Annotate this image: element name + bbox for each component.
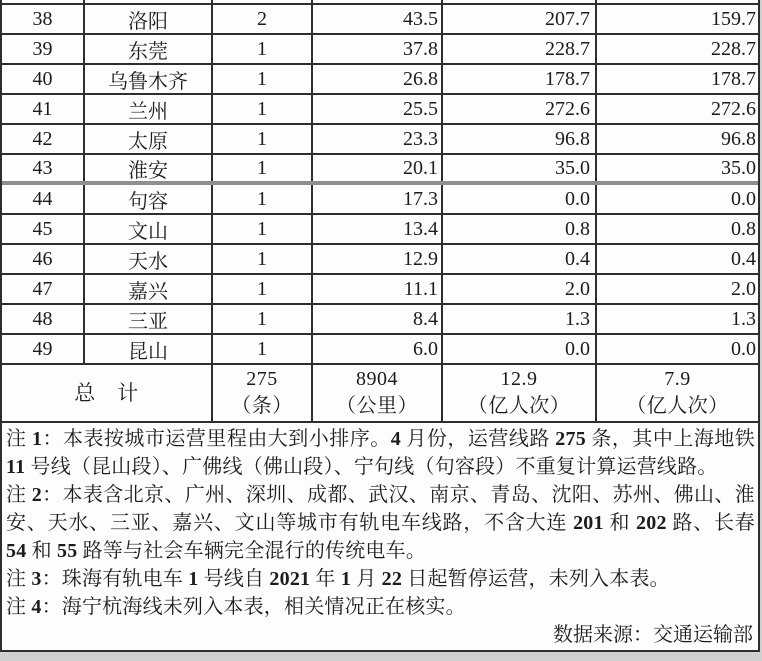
ridership-cell: 96.8 xyxy=(443,125,597,153)
ridership-cell: 178.7 xyxy=(443,65,597,93)
table-row xyxy=(2,215,758,245)
total-length-unit: （公里） xyxy=(336,395,418,417)
total-lines-unit: （条） xyxy=(231,395,293,417)
city-cell: 天水 xyxy=(85,245,213,273)
ridership2-cell: 0.8 xyxy=(731,217,756,240)
mileage-cell: 37.8 xyxy=(313,35,443,63)
mileage-cell: 43.5 xyxy=(313,5,443,33)
city-cell: 嘉兴 xyxy=(85,275,213,303)
total-row xyxy=(2,365,758,423)
line-count-cell: 1 xyxy=(213,245,313,273)
ridership-cell: 207.7 xyxy=(443,5,597,33)
rank-cell: 46 xyxy=(2,245,85,273)
line-count-cell: 1 xyxy=(213,65,313,93)
footnotes-section xyxy=(2,423,758,650)
city-cell: 三亚 xyxy=(85,305,213,333)
line-count-cell: 1 xyxy=(213,95,313,123)
total-length-value: 8904 xyxy=(356,368,398,390)
total-label: 总 计 xyxy=(2,365,213,421)
line-count-cell: 1 xyxy=(213,275,313,303)
city-cell: 太原 xyxy=(85,125,213,153)
rank-cell: 41 xyxy=(2,95,85,123)
total-lines-value: 275 xyxy=(246,368,278,390)
mileage-cell: 25.5 xyxy=(313,95,443,123)
mileage-cell: 11.1 xyxy=(313,275,443,303)
line-count-cell: 1 xyxy=(213,35,313,63)
total-length-cell xyxy=(313,365,443,421)
rank-cell: 38 xyxy=(2,5,85,33)
rank-cell: 44 xyxy=(2,185,85,213)
line-count-cell: 2 xyxy=(213,5,313,33)
footnote-1: 注 1：本表按城市运营里程由大到小排序。4 月份，运营线路 275 条，其中上海地铁 11 号线（昆山段）、广佛线（佛山段）、宁句线（句容段）不重复计算运营线路。 xyxy=(6,428,755,478)
footnote-4: 注 4：海宁杭海线未列入本表，相关情况正在核实。 xyxy=(6,596,466,618)
ridership-cell: 2.0 xyxy=(443,275,597,303)
table-row xyxy=(2,275,758,305)
table-body xyxy=(2,5,758,365)
table-row xyxy=(2,65,758,95)
ridership2-cell: 1.3 xyxy=(731,307,756,330)
ridership-cell: 35.0 xyxy=(443,155,597,181)
line-count-cell: 1 xyxy=(213,155,313,181)
line-count-cell: 1 xyxy=(213,125,313,153)
ridership2-cell: 159.7 xyxy=(711,7,756,30)
data-source-line: 数据来源：交通运输部 xyxy=(553,624,753,646)
table-row xyxy=(2,35,758,65)
table-row xyxy=(2,155,758,185)
line-count-cell: 1 xyxy=(213,215,313,243)
ridership-cell: 0.0 xyxy=(443,335,597,363)
ridership2-cell: 35.0 xyxy=(721,156,756,179)
table-row xyxy=(2,95,758,125)
mileage-cell: 8.4 xyxy=(313,305,443,333)
city-cell: 东莞 xyxy=(85,35,213,63)
ridership-cell: 272.6 xyxy=(443,95,597,123)
ridership2-cell: 0.0 xyxy=(731,337,756,360)
mileage-cell: 23.3 xyxy=(313,125,443,153)
ridership2-cell: 0.0 xyxy=(731,187,756,210)
table-row xyxy=(2,245,758,275)
mileage-cell: 20.1 xyxy=(313,155,443,181)
total-ridership-cell xyxy=(443,365,597,421)
table-row xyxy=(2,125,758,155)
ridership2-cell: 96.8 xyxy=(721,127,756,150)
table-row xyxy=(2,185,758,215)
ridership-cell: 0.8 xyxy=(443,215,597,243)
line-count-cell: 1 xyxy=(213,185,313,213)
rank-cell: 43 xyxy=(2,155,85,181)
rank-cell: 47 xyxy=(2,275,85,303)
ridership-cell: 1.3 xyxy=(443,305,597,333)
city-cell: 句容 xyxy=(85,185,213,213)
ridership2-cell: 0.4 xyxy=(731,247,756,270)
rank-cell: 42 xyxy=(2,125,85,153)
city-cell: 文山 xyxy=(85,215,213,243)
city-cell: 昆山 xyxy=(85,335,213,363)
total-ridership2-cell xyxy=(597,365,758,421)
table-row xyxy=(2,305,758,335)
total-ridership-value: 12.9 xyxy=(500,368,538,390)
ridership2-cell: 178.7 xyxy=(711,67,756,90)
ridership2-cell: 228.7 xyxy=(711,37,756,60)
mileage-cell: 17.3 xyxy=(313,185,443,213)
mileage-cell: 6.0 xyxy=(313,335,443,363)
footnote-2: 注 2：本表含北京、广州、深圳、成都、武汉、南京、青岛、沈阳、苏州、佛山、淮安、天水、三亚、嘉兴、文山等城市有轨电车线路，不含大连 201 和 202 路、长春 54 和 55 路等与社会车辆完全混行的传统电车。 xyxy=(6,484,756,562)
city-cell: 兰州 xyxy=(85,95,213,123)
line-count-cell: 1 xyxy=(213,305,313,333)
line-count-cell: 1 xyxy=(213,335,313,363)
total-ridership-unit: （亿人次） xyxy=(467,395,571,417)
ridership2-cell: 272.6 xyxy=(711,97,756,120)
mileage-cell: 12.9 xyxy=(313,245,443,273)
rank-cell: 48 xyxy=(2,305,85,333)
city-cell: 洛阳 xyxy=(85,5,213,33)
ridership-cell: 0.0 xyxy=(443,185,597,213)
city-cell: 淮安 xyxy=(85,155,213,181)
footnote-3: 注 3：珠海有轨电车 1 号线自 2021 年 1 月 22 日起暂停运营，未列入本表。 xyxy=(6,568,670,590)
mileage-cell: 13.4 xyxy=(313,215,443,243)
rank-cell: 39 xyxy=(2,35,85,63)
total-lines-cell xyxy=(213,365,313,421)
rank-cell: 40 xyxy=(2,65,85,93)
ridership-cell: 0.4 xyxy=(443,245,597,273)
mileage-cell: 26.8 xyxy=(313,65,443,93)
rank-cell: 45 xyxy=(2,215,85,243)
city-cell: 乌鲁木齐 xyxy=(85,65,213,93)
table-row xyxy=(2,335,758,365)
rank-cell: 49 xyxy=(2,335,85,363)
table-row xyxy=(2,5,758,35)
ridership2-cell: 2.0 xyxy=(731,277,756,300)
ridership-cell: 228.7 xyxy=(443,35,597,63)
total-ridership2-unit: （亿人次） xyxy=(626,395,729,417)
total-ridership2-value: 7.9 xyxy=(664,368,691,390)
